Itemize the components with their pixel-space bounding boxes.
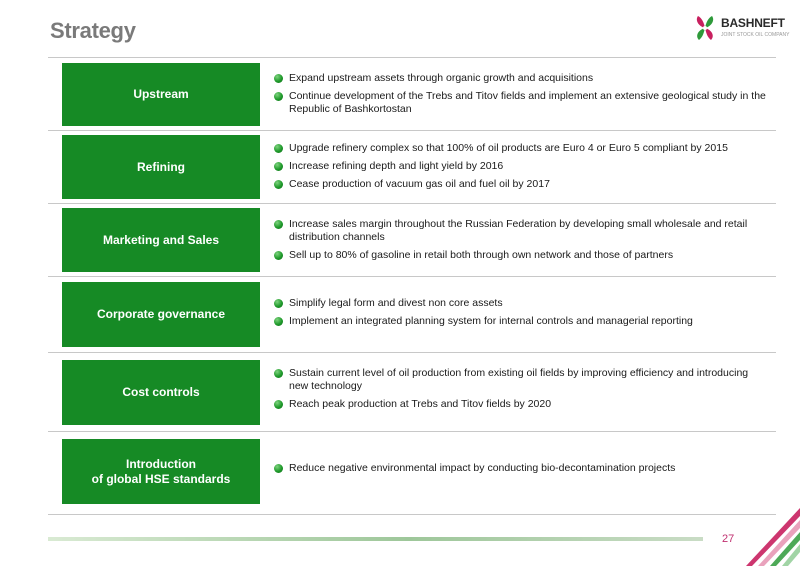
bullet-text: Upgrade refinery complex so that 100% of oil products are Euro 4 or Euro 5 compliant by 2015 [289, 142, 728, 154]
row-label: Marketing and Sales [62, 208, 260, 272]
strategy-row [48, 131, 776, 204]
bullet-list [274, 297, 766, 333]
bullet-dot-icon [274, 220, 283, 229]
bullet-list [274, 462, 766, 480]
row-label: Cost controls [62, 360, 260, 425]
page-title: Strategy [50, 18, 136, 43]
bullet-item [274, 72, 766, 85]
page-number: 27 [722, 533, 735, 545]
bullet-item [274, 367, 766, 393]
bullet-text: Increase refining depth and light yield by 2016 [289, 160, 504, 172]
bullet-list [274, 142, 766, 196]
bullet-text: Sell up to 80% of gasoline in retail both through own network and those of partners [289, 249, 674, 261]
bullet-dot-icon [274, 400, 283, 409]
strategy-row [48, 353, 776, 432]
bullet-item [274, 142, 766, 155]
bullet-item [274, 315, 766, 328]
bullet-text: Simplify legal form and divest non core assets [289, 297, 503, 309]
logo-name: BASHNEFT [721, 16, 785, 30]
strategy-row [48, 204, 776, 277]
bullet-text: Cease production of vacuum gas oil and fuel oil by 2017 [289, 178, 550, 190]
bullet-text: Increase sales margin throughout the Russian Federation by developing small wholesale and retail distribution channels [289, 218, 748, 243]
bullet-text: Sustain current level of oil production from existing oil fields by improving efficiency and introducing new technology [289, 367, 749, 392]
corner-decoration [738, 500, 800, 566]
strategy-row [48, 432, 776, 515]
bullet-text: Continue development of the Trebs and Titov fields and implement an extensive geological study in the Republic of Bashkortostan [289, 90, 766, 115]
bullet-text: Expand upstream assets through organic growth and acquisitions [289, 72, 594, 84]
bullet-dot-icon [274, 144, 283, 153]
row-label: Upstream [62, 63, 260, 126]
strategy-row [48, 277, 776, 353]
bullet-dot-icon [274, 251, 283, 260]
bullet-item [274, 297, 766, 310]
bullet-item [274, 462, 766, 475]
company-logo [692, 14, 792, 46]
bullet-dot-icon [274, 317, 283, 326]
bullet-dot-icon [274, 180, 283, 189]
bullet-text: Reduce negative environmental impact by conducting bio-decontamination projects [289, 462, 676, 474]
bullet-dot-icon [274, 92, 283, 101]
bullet-list [274, 72, 766, 121]
bullet-text: Implement an integrated planning system for internal controls and managerial reporting [289, 315, 693, 327]
bullet-list [274, 218, 766, 267]
bullet-item [274, 160, 766, 173]
footer-bar [48, 537, 703, 541]
bullet-list [274, 367, 766, 416]
row-label: Corporate governance [62, 282, 260, 347]
bullet-item [274, 398, 766, 411]
bullet-dot-icon [274, 299, 283, 308]
bullet-item [274, 249, 766, 262]
bullet-item [274, 178, 766, 191]
bullet-item [274, 90, 766, 116]
logo-subtitle: JOINT STOCK OIL COMPANY [721, 32, 790, 38]
bashneft-flower-icon [692, 14, 718, 42]
row-label: Introduction of global HSE standards [62, 439, 260, 504]
row-label: Refining [62, 135, 260, 199]
strategy-row [48, 58, 776, 131]
bullet-dot-icon [274, 74, 283, 83]
bullet-dot-icon [274, 162, 283, 171]
bullet-item [274, 218, 766, 244]
bullet-dot-icon [274, 464, 283, 473]
bullet-dot-icon [274, 369, 283, 378]
bullet-text: Reach peak production at Trebs and Titov fields by 2020 [289, 398, 552, 410]
